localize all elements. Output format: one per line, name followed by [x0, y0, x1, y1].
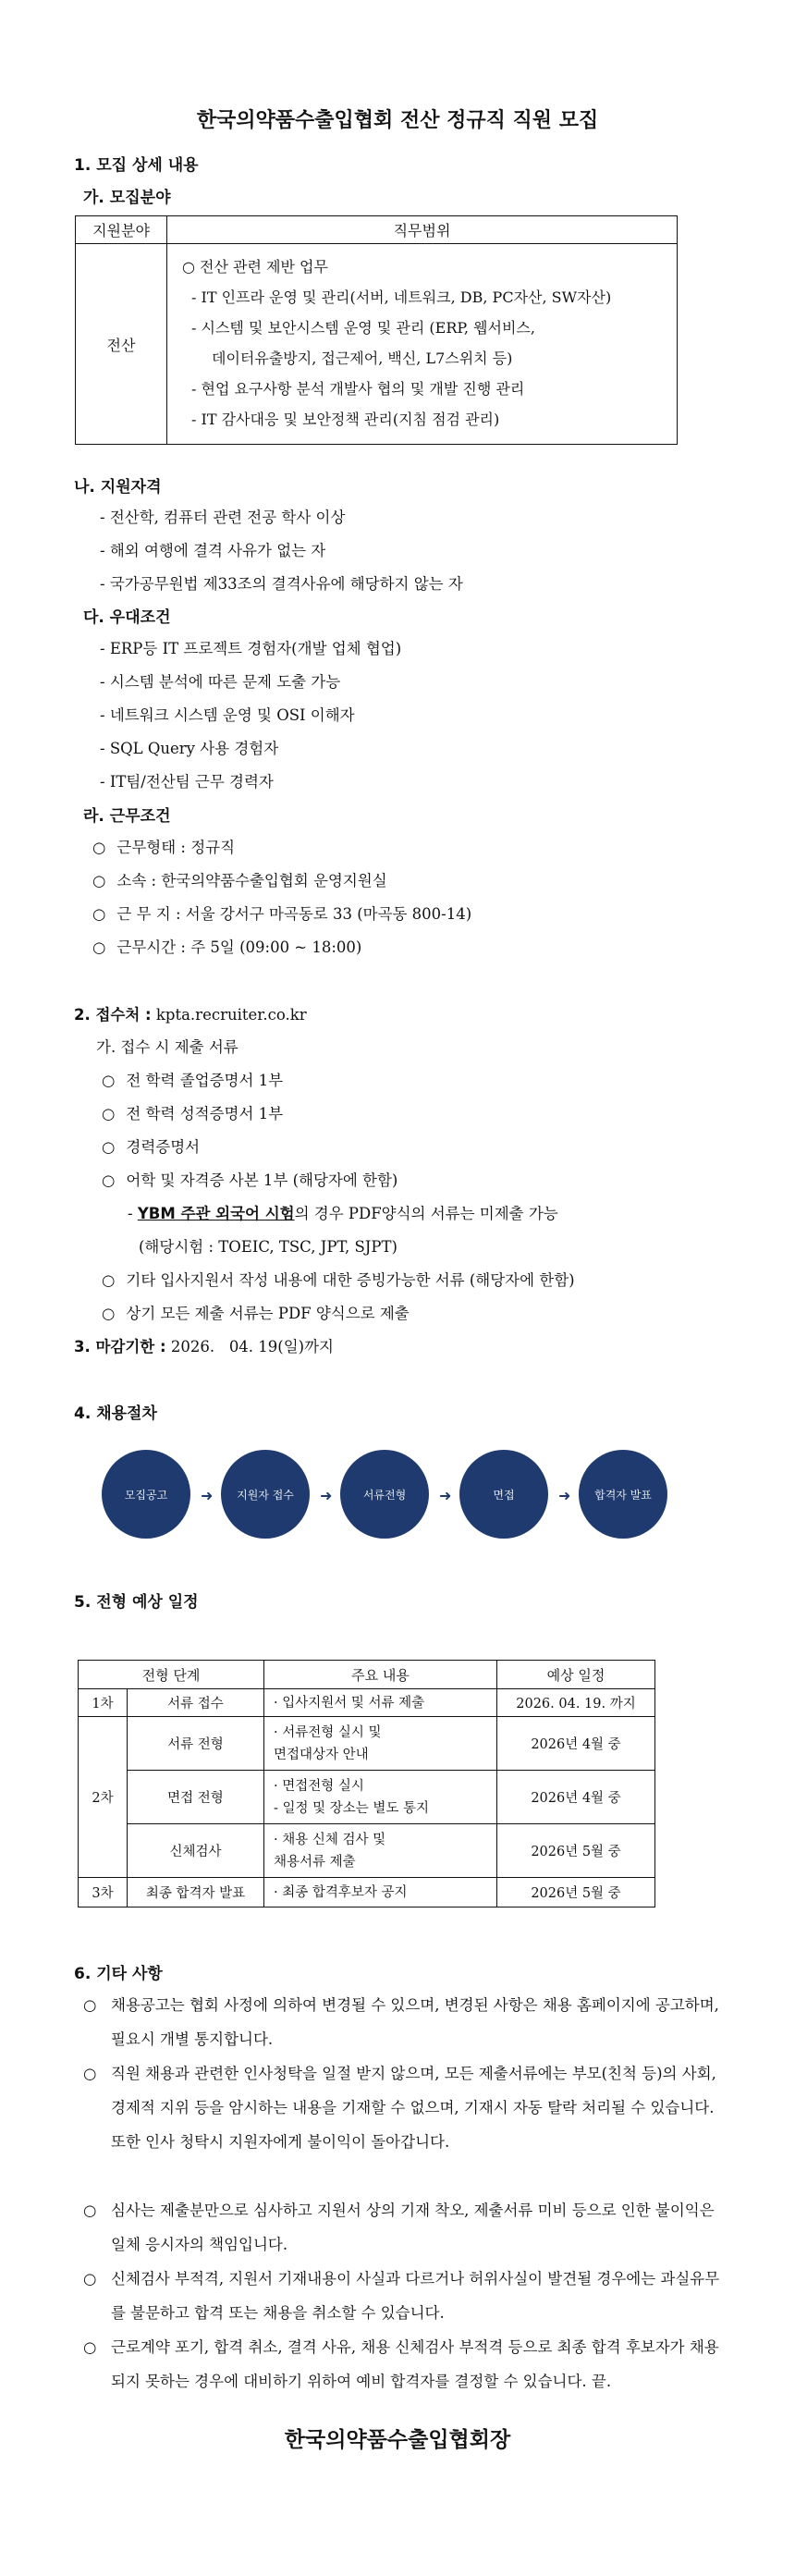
section-2-heading: 2. 접수처 : — [74, 1006, 152, 1024]
section-ra-heading: 라. 근무조건 — [83, 807, 171, 826]
ybm-note — [128, 1201, 558, 1223]
duty-line: - IT 감사대응 및 보안정책 관리(지침 점검 관리) — [191, 411, 500, 428]
work-condition-item: ○ 소속 : 한국의약품수출입협회 운영지원실 — [92, 868, 387, 890]
notice-marker: ○ — [83, 2270, 97, 2288]
notice-item — [83, 1988, 730, 2056]
document-item: ○ 전 학력 졸업증명서 1부 — [102, 1068, 283, 1090]
step-cell: 최종 합격자 발표 — [128, 1878, 264, 1907]
notice-text: 채용공고는 협회 사정에 의하여 변경될 수 있으며, 변경된 사항은 채용 홈페이지에 공고하며, 필요시 개별 통지합니다. — [111, 1996, 719, 2048]
step-cell: 서류 전형 — [128, 1717, 264, 1771]
step-cell: 신체검사 — [128, 1824, 264, 1878]
date-cell: 2026년 4월 중 — [497, 1717, 655, 1771]
content-cell: · 최종 합격후보자 공지 — [264, 1878, 497, 1907]
notice-marker: ○ — [83, 2065, 97, 2082]
schedule-header: 주요 내용 — [264, 1661, 497, 1689]
qualification-item: - 해외 여행에 결격 사유가 없는 자 — [100, 542, 326, 559]
process-step: 서류전형 — [340, 1450, 429, 1539]
preference-item: - SQL Query 사용 경험자 — [100, 740, 279, 757]
hiring-process-flow — [0, 1450, 795, 1552]
document-item: ○ 기타 입사지원서 작성 내용에 대한 증빙가능한 서류 (해당자에 한함) — [102, 1268, 575, 1290]
step-cell: 서류 접수 — [128, 1689, 264, 1717]
preference-item: - 시스템 분석에 따른 문제 도출 가능 — [100, 673, 341, 691]
preference-item: - 네트워크 시스템 운영 및 OSI 이해자 — [100, 706, 355, 724]
issuer-signature: 한국의약품수출입협회장 — [284, 2428, 511, 2452]
section-6-heading: 6. 기타 사항 — [74, 1965, 163, 1983]
notice-item — [83, 2330, 730, 2398]
process-step: 합격자 발표 — [579, 1450, 667, 1539]
ybm-suffix: 의 경우 PDF양식의 서류는 미제출 가능 — [294, 1205, 558, 1222]
arrow-right-icon: ➜ — [439, 1487, 452, 1504]
content-cell: · 서류전형 실시 및 면접대상자 안내 — [264, 1717, 497, 1771]
notice-item — [83, 2056, 730, 2159]
preference-item: - ERP등 IT 프로젝트 경험자(개발 업체 협업) — [100, 640, 402, 657]
notice-item — [83, 2262, 730, 2330]
document-item: ○ 어학 및 자격증 사본 1부 (해당자에 한함) — [102, 1168, 398, 1190]
phase-cell: 2차 — [79, 1717, 128, 1878]
notice-marker: ○ — [83, 2202, 97, 2219]
arrow-right-icon: ➜ — [201, 1487, 214, 1504]
process-step: 지원자 접수 — [221, 1450, 310, 1539]
duty-line: ○ 전산 관련 제반 업무 — [182, 258, 328, 276]
deadline-value: 2026. 04. 19(일)까지 — [170, 1338, 334, 1355]
content-cell: · 입사지원서 및 서류 제출 — [264, 1689, 497, 1717]
step-cell: 면접 전형 — [128, 1771, 264, 1824]
preference-item: - IT팀/전산팀 근무 경력자 — [100, 773, 274, 791]
qualification-item: - 전산학, 컴퓨터 관련 전공 학사 이상 — [100, 509, 346, 526]
notice-text: 심사는 제출분만으로 심사하고 지원서 상의 기재 착오, 제출서류 미비 등으로 인한 불이익은 일체 응시자의 책임입니다. — [111, 2202, 715, 2253]
ybm-exam-list: (해당시험 : TOEIC, TSC, JPT, SJPT) — [139, 1238, 398, 1256]
arrow-right-icon: ➜ — [558, 1487, 571, 1504]
notice-marker: ○ — [83, 1996, 97, 2014]
document-item: ○ 전 학력 성적증명서 1부 — [102, 1101, 283, 1123]
section-na-heading: 나. 지원자격 — [74, 478, 162, 497]
duty-line: - 시스템 및 보안시스템 운영 및 관리 (ERP, 웹서비스, — [191, 319, 535, 337]
document-item: ○ 상기 모든 제출 서류는 PDF 양식으로 제출 — [102, 1301, 410, 1323]
work-condition-item: ○ 근무형태 : 정규직 — [92, 835, 235, 857]
date-cell: 2026년 5월 중 — [497, 1878, 655, 1907]
section-4-heading: 4. 채용절차 — [74, 1405, 157, 1423]
document-item: ○ 경력증명서 — [102, 1135, 200, 1157]
schedule-table — [78, 1660, 655, 1907]
section-5-heading: 5. 전형 예상 일정 — [74, 1593, 199, 1612]
section-2-row — [74, 1002, 307, 1024]
duty-line: - IT 인프라 운영 및 관리(서버, 네트워크, DB, PC자산, SW자산) — [191, 288, 612, 306]
table-header-duty: 직무범위 — [167, 216, 678, 244]
ybm-prefix: - — [128, 1205, 138, 1222]
work-condition-item: ○ 근 무 지 : 서울 강서구 마곡동로 33 (마곡동 800-14) — [92, 902, 471, 924]
table-header-field: 지원분야 — [76, 216, 167, 244]
notice-text: 직원 채용과 관련한 인사청탁을 일절 받지 않으며, 모든 제출서류에는 부모(친척 등)의 사회, 경제적 지위 등을 암시하는 내용을 기재할 수 없으며, 기재시 자동 탈락 처리될 수 있습니다. 또한 인사 청탁시 지원자에게 불이익이 돌아갑니다. — [111, 2065, 716, 2151]
schedule-header: 예상 일정 — [497, 1661, 655, 1689]
notice-item — [83, 2193, 730, 2262]
application-site[interactable]: kpta.recruiter.co.kr — [155, 1006, 307, 1024]
section-2a-heading: 가. 접수 시 제출 서류 — [96, 1038, 238, 1056]
duty-line: 데이터유출방지, 접근제어, 백신, L7스위치 등) — [212, 350, 513, 367]
phase-cell: 3차 — [79, 1878, 128, 1907]
phase-cell: 1차 — [79, 1689, 128, 1717]
recruit-field-table — [75, 215, 678, 445]
date-cell: 2026년 5월 중 — [497, 1824, 655, 1878]
page-title: 한국의약품수출입협회 전산 정규직 직원 모집 — [196, 109, 599, 132]
notice-text: 근로계약 포기, 합격 취소, 결격 사유, 채용 신체검사 부적격 등으로 최종 합격 후보자가 채용되지 못하는 경우에 대비하기 위하여 예비 합격자를 결정할 수 있습니다. 끝. — [111, 2338, 719, 2390]
section-1-heading: 1. 모집 상세 내용 — [74, 156, 199, 175]
process-step: 모집공고 — [102, 1450, 190, 1539]
date-cell: 2026. 04. 19. 까지 — [497, 1689, 655, 1717]
ybm-exam-link[interactable]: YBM 주관 외국어 시험 — [137, 1205, 295, 1222]
content-cell: · 면접전형 실시 - 일정 및 장소는 별도 통지 — [264, 1771, 497, 1824]
date-cell: 2026년 4월 중 — [497, 1771, 655, 1824]
section-3-heading: 3. 마감기한 : — [74, 1338, 166, 1355]
arrow-right-icon: ➜ — [320, 1487, 333, 1504]
schedule-header: 전형 단계 — [79, 1661, 264, 1689]
duty-cell — [167, 244, 678, 445]
section-3-row — [74, 1334, 334, 1356]
section-da-heading: 다. 우대조건 — [83, 608, 171, 627]
process-step: 면접 — [459, 1450, 548, 1539]
notice-marker: ○ — [83, 2338, 97, 2356]
qualification-item: - 국가공무원법 제33조의 결격사유에 해당하지 않는 자 — [100, 575, 463, 593]
notice-text: 신체검사 부적격, 지원서 기재내용이 사실과 다르거나 허위사실이 발견될 경우에는 과실유무를 불문하고 합격 또는 채용을 취소할 수 있습니다. — [111, 2270, 720, 2322]
section-1a-heading: 가. 모집분야 — [83, 189, 171, 207]
content-cell: · 채용 신체 검사 및 채용서류 제출 — [264, 1824, 497, 1878]
work-condition-item: ○ 근무시간 : 주 5일 (09:00 ~ 18:00) — [92, 935, 361, 957]
duty-line: - 현업 요구사항 분석 개발사 협의 및 개발 진행 관리 — [191, 380, 525, 398]
field-cell: 전산 — [76, 244, 167, 445]
